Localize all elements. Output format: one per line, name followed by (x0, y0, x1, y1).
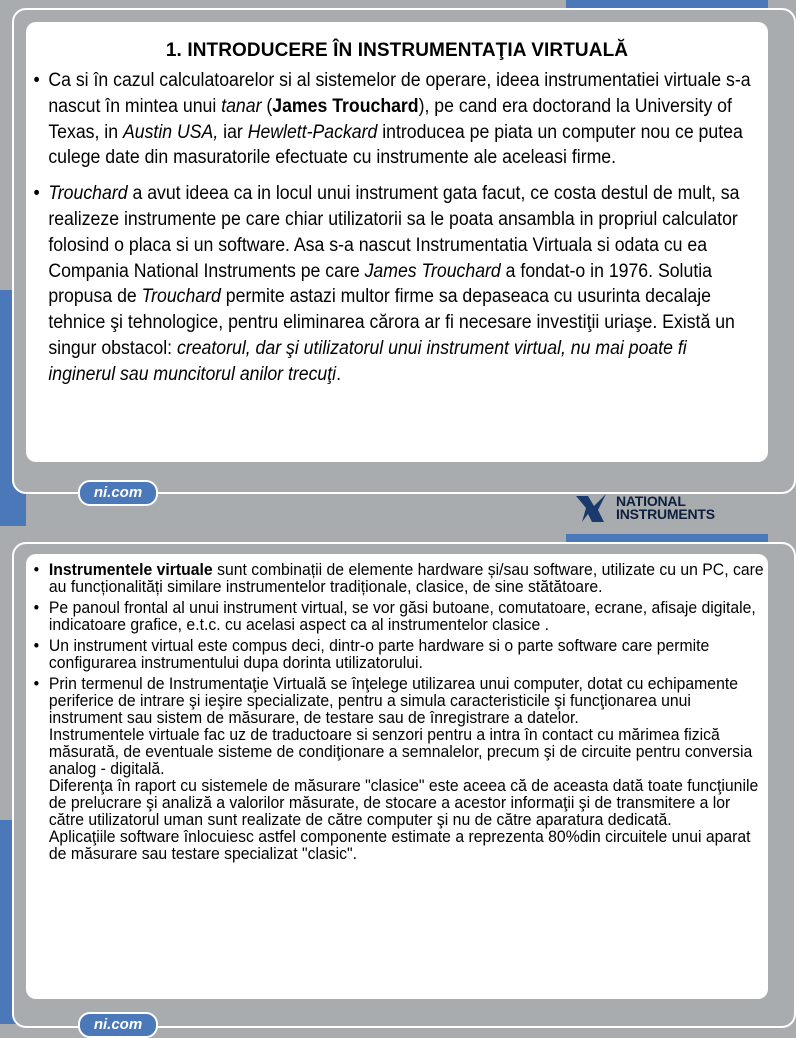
bullet-paragraph (26, 600, 767, 634)
paragraph-text: . (336, 363, 342, 385)
emphasis-text: creatorul, dar şi utilizatorul unui instrument virtual, nu mai poate fi inginerul sau muncitorul anilor trecuţi (48, 337, 687, 385)
slide-2-content (26, 554, 768, 999)
logo-line-2: INSTRUMENTS (616, 506, 715, 522)
ni-com-link[interactable]: ni.com (78, 1012, 158, 1038)
paragraph-text: Aplicaţiile software înlocuiesc astfel componente estimate a reprezenta 80%din circuitele unui aparat de măsurare sau testare specializat "clasic". (48, 828, 751, 863)
paragraph-text: Un instrument virtual este compus deci, dintr-o parte hardware si o parte software care permite configurarea instrumentului dupa dorinta utilizatorului. (48, 637, 710, 672)
paragraph-text: Instrumentele virtuale fac uz de traductoare si senzori pentru a intra în contact cu mărimea fizică măsurată, de eventuale sisteme de condiţionare a semnalelor, precum şi de circuite pentru conversia analog - digitală. (48, 726, 753, 778)
bullet-paragraph (26, 638, 767, 672)
paragraph-text: ( (261, 95, 273, 117)
paragraph-text: ), pe cand era doctorand la University of Texas, in (48, 95, 732, 143)
ni-eagle-icon (574, 492, 608, 524)
paragraph-text: iar (218, 121, 248, 143)
bullet-paragraph (26, 676, 767, 863)
emphasis-text: Austin USA, (122, 121, 219, 143)
term-bold: Instrumentele virtuale (48, 561, 213, 579)
paragraph-text: sunt combinații de elemente hardware și/sau software, utilizate cu un PC, care au funcționalități similare instrumentelor tradiționale, clasice, de sine stătătoare. (48, 561, 764, 596)
paragraph-text: Diferenţa în raport cu sistemele de măsurare "clasice" este aceea că de aceasta dată toate funcţiunile de prelucrare şi analiză a valorilor măsurate, de stocare a acestor informaţii şi de transmitere a lor către utilizatorul uman sunt realizate de către computer şi nu de către aparatura dedicată. (48, 777, 759, 829)
emphasis-text: Hewlett-Packard (247, 121, 378, 143)
bullet-paragraph (26, 68, 755, 171)
bullet-dot: • (33, 599, 40, 617)
bullet-paragraph (26, 181, 755, 387)
logo-wordmark (616, 495, 715, 521)
slide-2 (0, 534, 768, 1033)
paragraph-text: Prin termenul de Instrumentaţie Virtuală se înţelege utilizarea unui computer, dotat cu echipamente periferice de intrare şi ieşire specializate, pentru a simula caracteristicile şi funcţionarea unui instrument sau sistem de măsurare, de testare sau de înregistrare a datelor. (48, 675, 738, 727)
paragraph-text: introducea pe piata un computer nou ce putea culege date din masuratorile efectuate cu instrumente ale aceleasi firme. (48, 121, 743, 169)
paragraph-text: permite astazi multor firme sa depaseaca cu usurinta decalaje tehnice şi tehnologice, pentru eliminarea cărora ar fi necesare investiţii uriaşe. Există un singur obstacol: (48, 286, 735, 359)
national-instruments-logo (574, 490, 768, 526)
logo-line-1: NATIONAL (616, 493, 686, 509)
bullet-dot: • (33, 183, 40, 205)
paragraph-text: Ca si în cazul calculatoarelor si al sistemelor de operare, ideea instrumentatiei virtuale s-a nascut în mintea unui (48, 70, 751, 117)
paragraph-text: a fondat-o in 1976. Solutia propusa de (48, 260, 712, 308)
paragraph-text: a avut ideea ca in locul unui instrument gata facut, ce costa destul de mult, sa realizeze instrumente pe care chiar utilizatorii sa le poata ansambla in propriul calculator folosind o placa si un software. Asa s-a nascut Instrumentatia Virtuala si odata cu ea Compania National Instruments pe care (48, 183, 740, 282)
bullet-dot: • (33, 70, 40, 91)
ni-com-link[interactable]: ni.com (78, 480, 158, 506)
bullet-dot: • (33, 637, 40, 655)
emphasis-text: James Trouchard (364, 260, 501, 282)
bullet-paragraph (26, 562, 767, 596)
slide-1 (0, 0, 768, 526)
emphasis-text: Trouchard (141, 286, 221, 308)
paragraph-text: Pe panoul frontal al unui instrument virtual, se vor găsi butoane, comutatoare, ecrane, afisaje digitale, indicatoare grafice, e.t.c. cu acelasi aspect ca al instrumentelor clasice . (48, 599, 756, 634)
emphasis-text: tanar (221, 95, 262, 117)
bullet-dot: • (33, 675, 40, 693)
emphasis-text: Trouchard (48, 183, 128, 205)
page-title: 1. INTRODUCERE ÎN INSTRUMENTAŢIA VIRTUALĂ (165, 40, 629, 61)
bullet-dot: • (33, 561, 40, 579)
slide-1-content (26, 22, 768, 462)
person-name: James Trouchard (272, 95, 419, 117)
